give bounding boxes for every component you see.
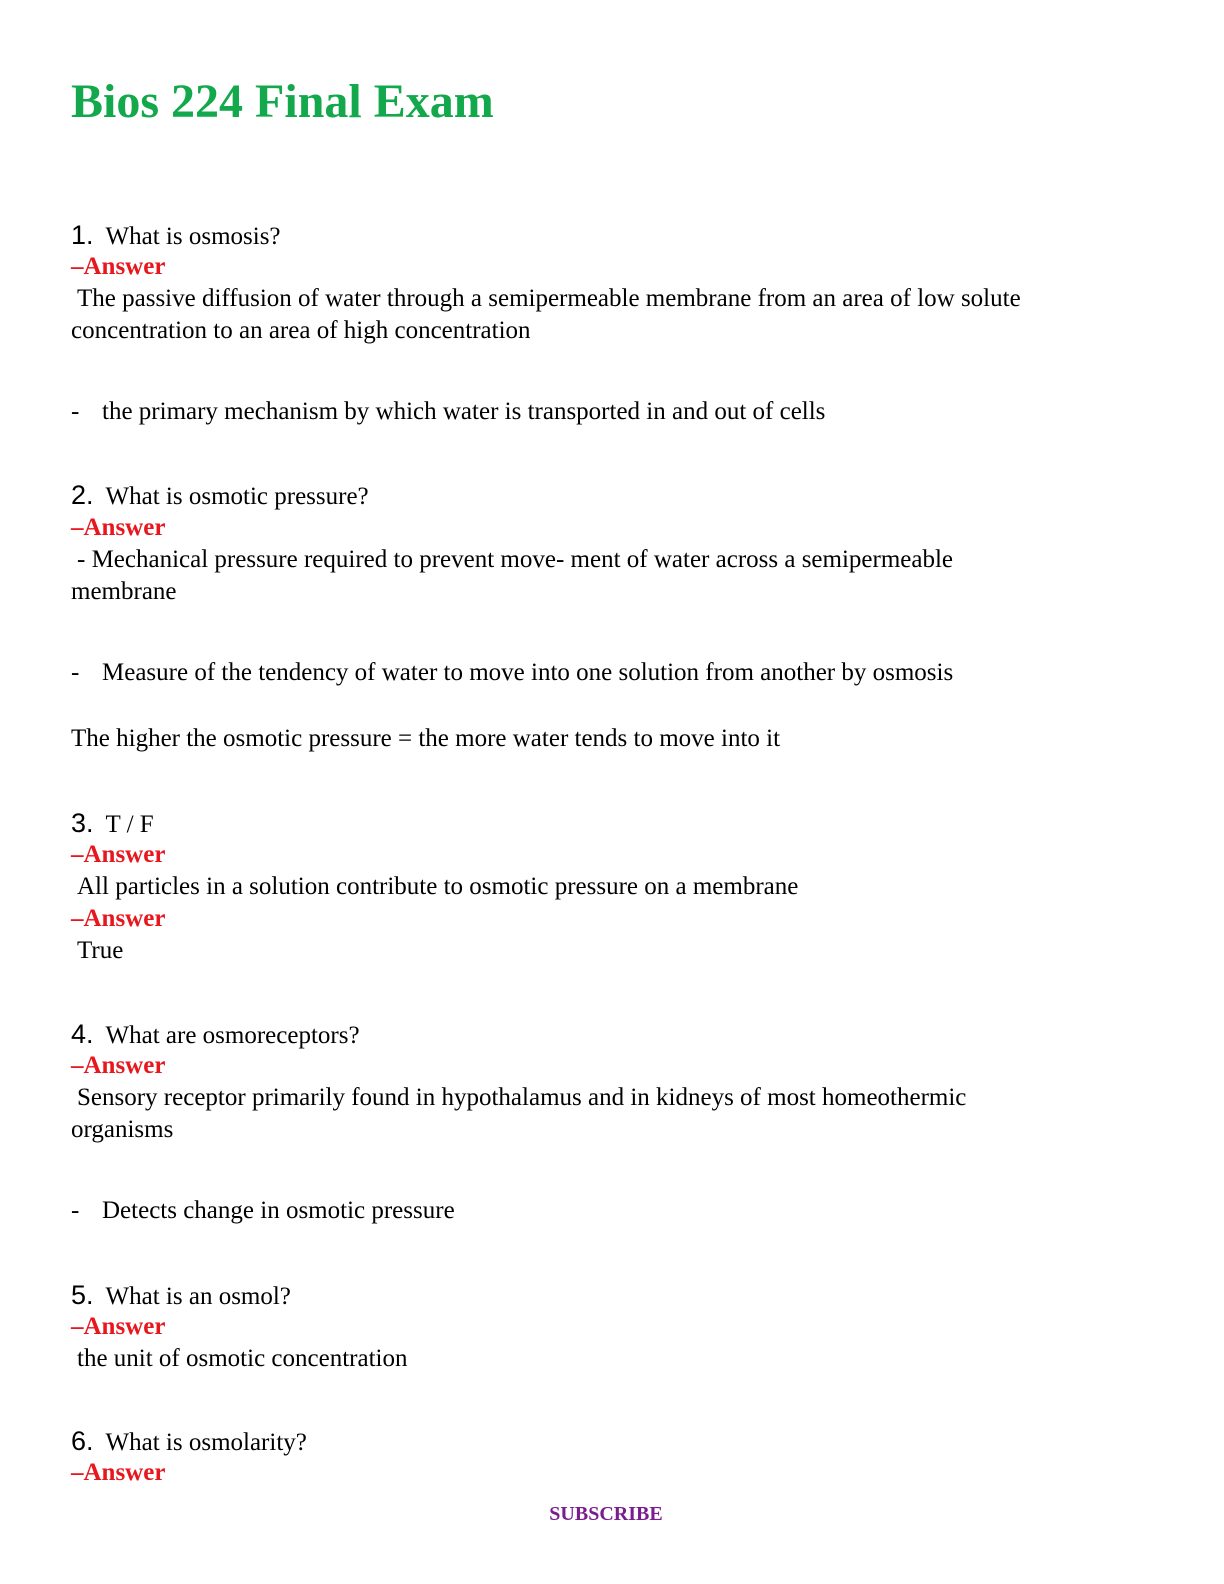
bullet-dash: - [71,1197,80,1224]
answer-label: –Answer [71,905,166,932]
answer-text: membrane [71,578,177,605]
question-prompt: What is an osmol? [105,1283,291,1310]
question-number: 3. [71,808,94,838]
note-text: The higher the osmotic pressure = the more water tends to move into it [71,725,781,752]
question-6 [71,1425,307,1459]
question-number: 1. [71,220,94,250]
question-number: 5. [71,1280,94,1310]
answer-label: –Answer [71,514,166,541]
bullet-item [71,1195,455,1227]
question-prompt: What is osmolarity? [105,1429,307,1456]
question-prompt: What is osmotic pressure? [105,483,369,510]
question-prompt: What is osmosis? [105,223,281,250]
answer-text: concentration to an area of high concentration [71,317,531,344]
answer-label: –Answer [71,1459,166,1486]
question-prompt: T / F [105,811,154,838]
question-number: 4. [71,1019,94,1049]
answer-label: –Answer [71,1313,166,1340]
question-3 [71,807,154,841]
bullet-text: Detects change in osmotic pressure [102,1197,455,1224]
bullet-dash: - [71,398,80,425]
answer-label: –Answer [71,841,166,868]
answer-text: True [77,937,124,964]
question-5 [71,1279,291,1313]
bullet-text: Measure of the tendency of water to move into one solution from another by osmosis [102,659,954,686]
question-4 [71,1018,360,1052]
answer-label: –Answer [71,253,166,280]
answer-label: –Answer [71,1052,166,1079]
answer-text: The passive diffusion of water through a semipermeable membrane from an area of low solute [77,285,1021,312]
page-title: Bios 224 Final Exam [71,75,494,128]
answer-text: - Mechanical pressure required to prevent move- ment of water across a semipermeable [77,546,954,573]
answer-text: Sensory receptor primarily found in hypothalamus and in kidneys of most homeothermic [77,1084,967,1111]
subscribe-link[interactable]: SUBSCRIBE [549,1503,663,1525]
question-number: 6. [71,1426,94,1456]
answer-text: All particles in a solution contribute to osmotic pressure on a membrane [77,873,799,900]
bullet-item [71,396,825,428]
question-prompt: What are osmoreceptors? [105,1022,360,1049]
bullet-text: the primary mechanism by which water is transported in and out of cells [102,398,826,425]
bullet-dash: - [71,659,80,686]
answer-text: organisms [71,1116,174,1143]
bullet-item [71,657,953,689]
answer-text: the unit of osmotic concentration [77,1345,408,1372]
question-2 [71,479,369,513]
question-number: 2. [71,480,94,510]
question-1 [71,219,281,253]
